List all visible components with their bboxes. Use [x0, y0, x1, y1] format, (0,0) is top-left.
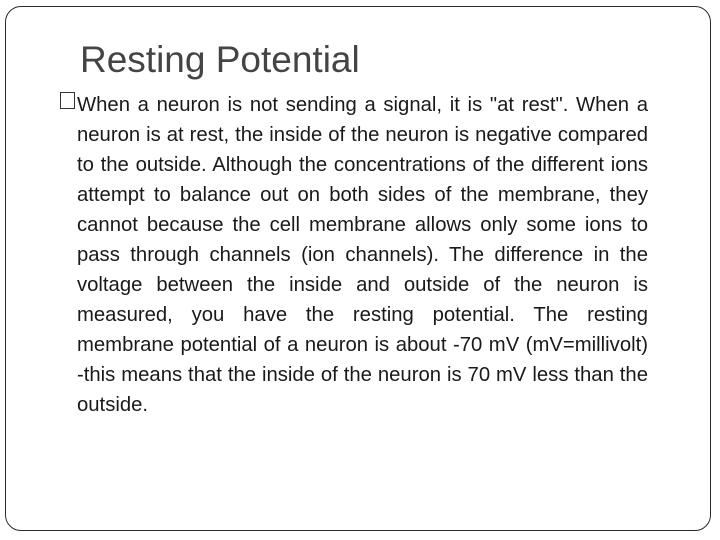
slide-title: Resting Potential	[80, 39, 360, 80]
bullet-text: When a neuron is not sending a signal, it is "at rest". When a neuron is at rest, the inside of the neuron is negative compared to the outside. Although the concentrations of the different ions attempt to balance out on both sides of the membrane, they cannot because the cell membrane allows only some ions to pass through channels (ion channels). The difference in the voltage between the inside and outside of the neuron is measured, you have the resting potential. The resting membrane potential of a neuron is about -70 mV (mV=millivolt) -this means that the inside of the neuron is 70 mV less than the outside.	[77, 94, 648, 416]
bullet-box-icon	[60, 92, 75, 109]
bullet-item	[60, 90, 648, 420]
